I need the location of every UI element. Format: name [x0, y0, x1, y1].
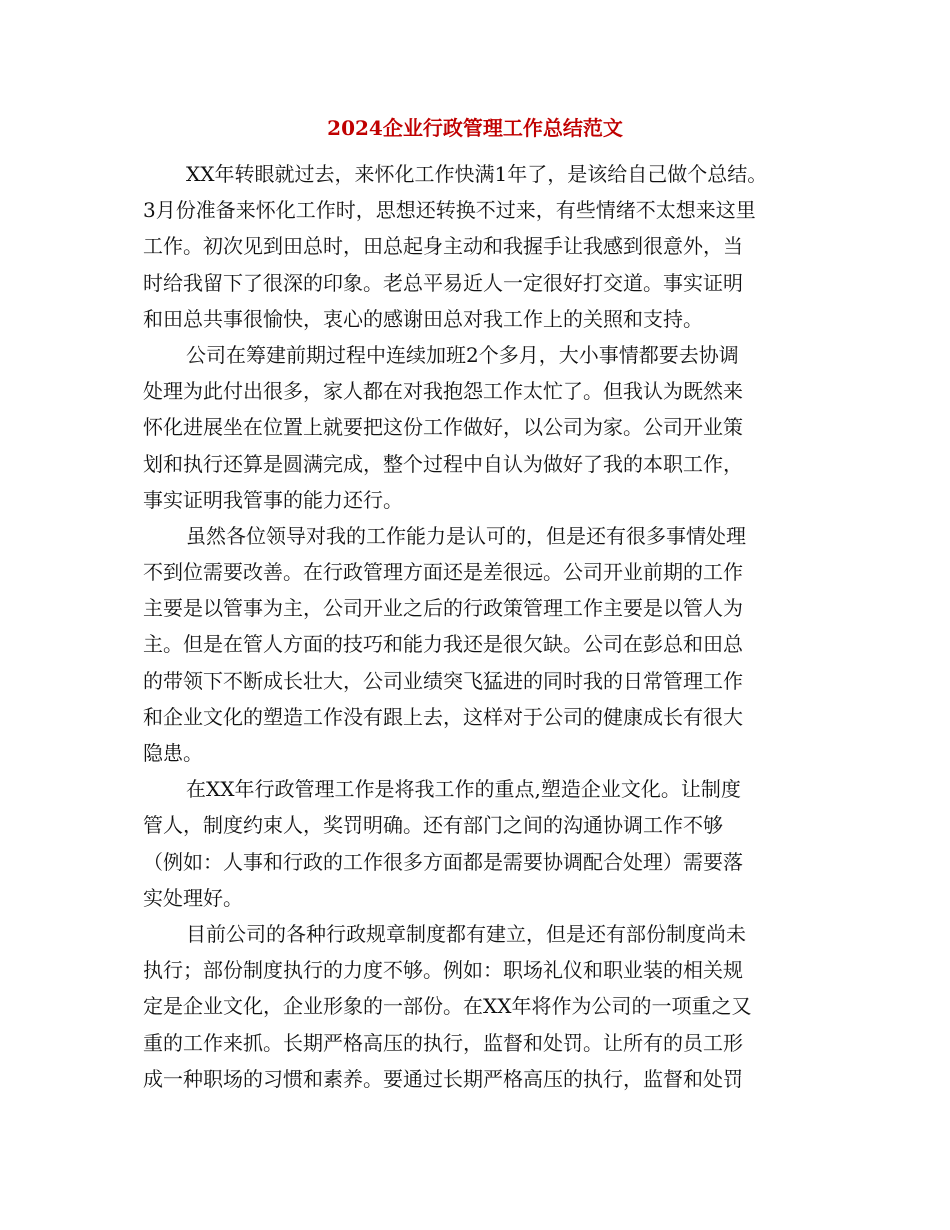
text-line: 处理为此付出很多，家人都在对我抱怨工作太忙了。但我认为既然来: [143, 379, 743, 404]
text-line: 工作。初次见到田总时，田总起身主动和我握手让我感到很意外，当: [143, 234, 743, 259]
text-line: 的带领下不断成长壮大，公司业绩突飞猛进的同时我的日常管理工作: [143, 668, 743, 693]
text-line: 和企业文化的塑造工作没有跟上去，这样对于公司的健康成长有很大: [143, 704, 743, 729]
text-line: 怀化进展坐在位置上就要把这份工作做好，以公司为家。公司开业策: [143, 415, 743, 440]
text-line: 主要是以管事为主，公司开业之后的行政策管理工作主要是以管人为: [143, 596, 743, 621]
text-line: 实处理好。: [143, 885, 243, 910]
text-line: 和田总共事很愉快，衷心的感谢田总对我工作上的关照和支持。: [143, 306, 703, 331]
text-line: 不到位需要改善。在行政管理方面还是差很远。公司开业前期的工作: [143, 560, 743, 585]
text-line: 3月份准备来怀化工作时，思想还转换不过来，有些情绪不太想来这里: [143, 198, 756, 223]
text-line: 事实证明我管事的能力还行。: [143, 487, 403, 512]
text-line: 虽然各位领导对我的工作能力是认可的，但是还有很多事情处理: [186, 523, 746, 548]
text-line: 在XX年行政管理工作是将我工作的重点,塑造企业文化。让制度: [186, 777, 741, 802]
text-line: 隐患。: [143, 741, 203, 765]
text-line: 执行；部份制度执行的力度不够。例如：职场礼仪和职业装的相关规: [143, 958, 743, 983]
text-line: （例如：人事和行政的工作很多方面都是需要协调配合处理）需要落: [143, 849, 743, 874]
text-line: 时给我留下了很深的印象。老总平易近人一定很好打交道。事实证明: [143, 270, 743, 295]
text-line: 管人，制度约束人，奖罚明确。还有部门之间的沟通协调工作不够: [143, 813, 723, 838]
text-line: 定是企业文化，企业形象的一部份。在XX年将作为公司的一项重之又: [143, 994, 752, 1019]
text-line: 主。但是在管人方面的技巧和能力我还是很欠缺。公司在彭总和田总: [143, 632, 743, 657]
text-line: 目前公司的各种行政规章制度都有建立，但是还有部份制度尚未: [186, 921, 746, 946]
document-body: [143, 156, 803, 1097]
text-line: XX年转眼就过去，来怀化工作快满1年了，是该给自己做个总结。: [186, 162, 768, 186]
document-title: 2024企业行政管理工作总结范文: [327, 116, 623, 140]
text-line: 成一种职场的习惯和素养。要通过长期严格高压的执行，监督和处罚: [143, 1066, 743, 1091]
text-line: 公司在筹建前期过程中连续加班2个多月，大小事情都要去协调: [186, 342, 739, 367]
text-line: 重的工作来抓。长期严格高压的执行，监督和处罚。让所有的员工形: [143, 1030, 743, 1055]
text-line: 划和执行还算是圆满完成，整个过程中自认为做好了我的本职工作，: [143, 451, 743, 476]
